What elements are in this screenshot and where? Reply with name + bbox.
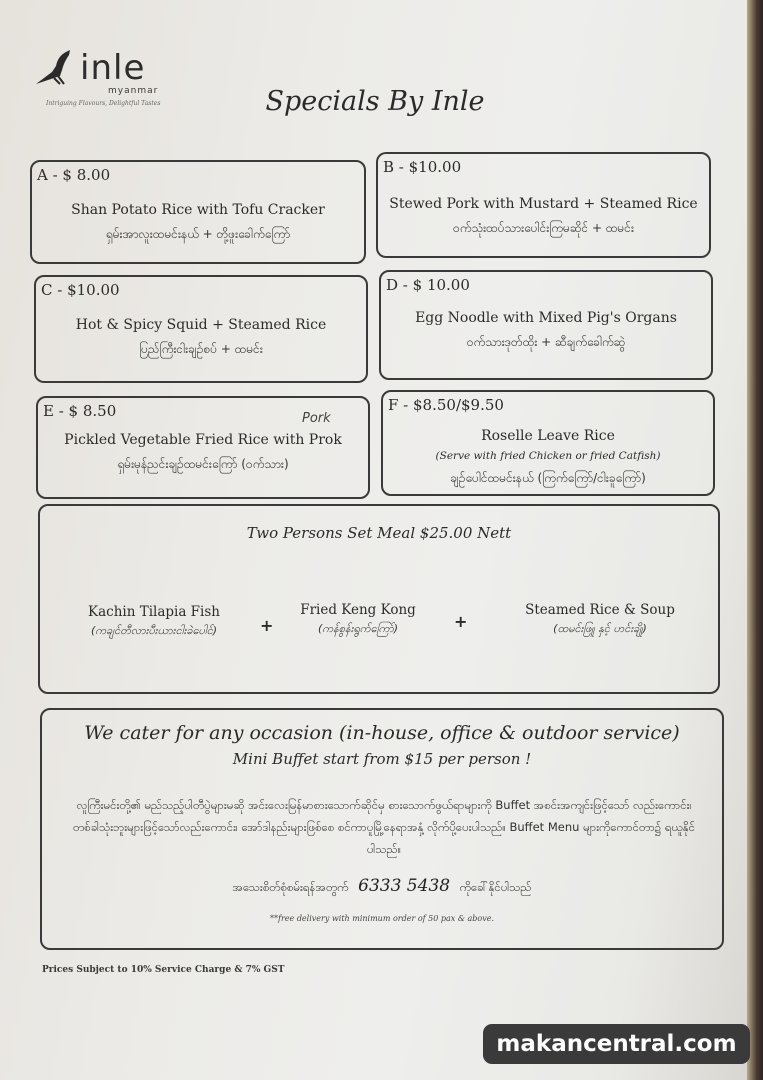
inle-logo	[34, 46, 194, 116]
set-meal-item	[480, 602, 720, 638]
set-meal-item-burmese: (ကန်စွန်းရွက်ကြော်)	[317, 622, 399, 635]
set-meal-card	[38, 504, 720, 694]
special-c-card	[34, 275, 368, 383]
watermark: makancentral.com	[483, 1024, 750, 1064]
bird-icon	[34, 46, 82, 86]
special-c-burmese: ပြည်ကြီးငါးချဉ်စပ် + ထမင်း	[139, 342, 263, 356]
catering-card	[40, 708, 724, 950]
special-b-burmese: ဝက်သုံးထပ်သားပေါင်းကြမဆိုင် + ထမင်း	[452, 221, 634, 235]
special-c-name: Hot & Spicy Squid + Steamed Rice	[75, 317, 327, 333]
special-e-card	[36, 396, 370, 499]
catering-footnote: **free delivery with minimum order of 50 pax & above.	[270, 914, 494, 923]
special-f-burmese: ချဉ်ပေါင်ထမင်းနယ် (ကြက်ကြော်/ငါးခူကြော်)	[450, 471, 646, 485]
catering-contact	[42, 876, 722, 897]
special-a-card	[30, 160, 366, 264]
phone-number: 6333 5438	[358, 876, 451, 896]
special-c-price: C - $10.00	[41, 281, 120, 299]
special-a-burmese: ရှမ်းအာလူးထမင်းနယ် + တို့ဖူးခေါက်ကြော်	[105, 227, 291, 241]
set-meal-title: Two Persons Set Meal $25.00 Nett	[246, 524, 512, 542]
logo-subtext: myanmar	[108, 86, 159, 96]
contact-prefix: အသေးစိတ်စုံစမ်းရန်အတွက်	[232, 880, 349, 894]
special-e-price: E - $ 8.50	[43, 402, 117, 420]
special-b-name: Stewed Pork with Mustard + Steamed Rice	[389, 196, 698, 212]
catering-heading: We cater for any occasion (in-house, office & outdoor service)	[84, 722, 680, 744]
set-meal-item-name: Fried Keng Kong	[300, 602, 416, 618]
special-f-price: F - $8.50/$9.50	[388, 396, 504, 414]
contact-suffix: ကိုခေါ်နိုင်ပါသည်	[459, 880, 532, 894]
set-meal-item-burmese: (ကချင်တီလားပီးယားငါးခဲပေါင်)	[90, 624, 217, 637]
catering-subheading: Mini Buffet start from $15 per person !	[232, 750, 532, 768]
set-meal-item-burmese: (ထမင်းဖြူ နှင့် ဟင်းချို)	[553, 622, 647, 635]
paper-edge	[747, 0, 763, 1080]
special-d-burmese: ဝက်သားဒုတ်ထိုး + ဆီချက်ခေါက်ဆွဲ	[466, 335, 626, 349]
special-d-price: D - $ 10.00	[386, 276, 470, 294]
special-b-card	[376, 152, 711, 258]
set-meal-item-name: Steamed Rice & Soup	[525, 602, 675, 618]
set-meal-item	[258, 602, 458, 638]
special-f-name: Roselle Leave Rice	[481, 428, 615, 444]
plus-icon: +	[454, 612, 468, 631]
special-f-card	[381, 390, 715, 496]
set-meal-item-name: Kachin Tilapia Fish	[88, 604, 220, 620]
special-d-name: Egg Noodle with Mixed Pig's Organs	[415, 310, 677, 326]
special-a-name: Shan Potato Rice with Tofu Cracker	[71, 202, 325, 218]
page-title: Specials By Inle	[265, 86, 485, 117]
catering-description: လူကြီးမင်းတို့၏ မည်သည့်ပါတီပွဲများမဆို အင်းလေးမြန်မာစားသောက်ဆိုင်မှ စားသောက်ဖွယ်ရာများကို Buffet အစင်းအကျင်းဖြင့်သော် လည်းကောင်း၊ တစ်ခါသုံးဘူးများဖြင့်သော်လည်းကောင်း၊ အော်ဒါနည်းများဖြစ်စေ စင်ကာပူမြို့နေရာအနှံ့ လိုက်ပို့ပေးပါသည်။ Buffet Menu များကိုကောင်တာ၌ ရယူနိုင်ပါသည်။	[72, 798, 696, 856]
special-e-handwritten-correction: Pork	[302, 411, 331, 426]
set-meal-item	[54, 604, 254, 640]
logo-tagline: Intriguing Flavours, Delightful Tastes	[46, 100, 161, 107]
special-f-note: (Serve with fried Chicken or fried Catfish)	[435, 450, 661, 462]
logo-wordmark: inle	[80, 48, 146, 88]
special-e-burmese: ရှမ်းမုန်ညင်းချဉ်ထမင်းကြော် (ဝက်သား)	[117, 457, 289, 471]
special-b-price: B - $10.00	[383, 158, 462, 176]
special-e-name: Pickled Vegetable Fried Rice with Prok	[64, 432, 342, 448]
special-a-price: A - $ 8.00	[37, 166, 111, 184]
plus-icon: +	[260, 616, 274, 635]
special-d-card	[379, 270, 713, 380]
price-disclaimer: Prices Subject to 10% Service Charge & 7% GST	[42, 965, 285, 975]
